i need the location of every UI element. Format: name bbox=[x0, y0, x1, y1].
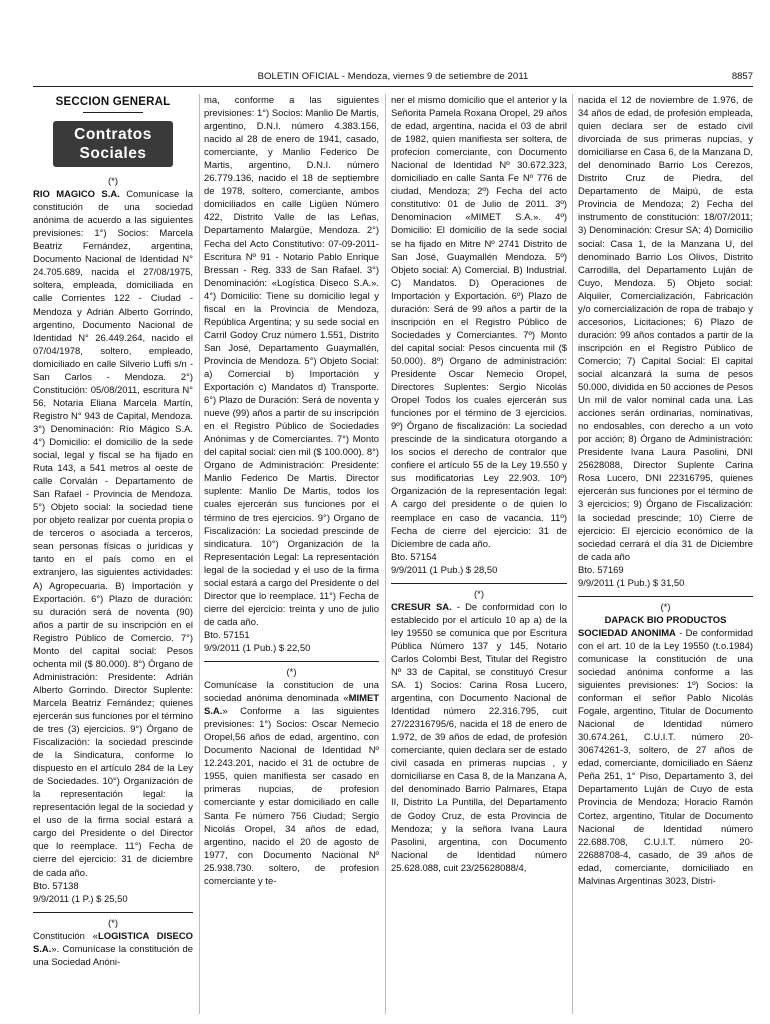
notice-publication: 9/9/2011 (1 Pub.) $ 31,50 bbox=[578, 577, 685, 589]
notice-publication: 9/9/2011 (1 P.) $ 25,50 bbox=[33, 893, 128, 905]
notice-separator bbox=[578, 596, 753, 597]
notice-mark: (*) bbox=[474, 588, 484, 600]
notice-bto: Bto. 57138 bbox=[33, 880, 79, 892]
company-name: DAPACK BIO PRODUCTOS bbox=[604, 614, 727, 626]
company-name: LOGISTICA DISECO S.A. bbox=[33, 930, 193, 955]
notice-bto: Bto. 57151 bbox=[204, 629, 250, 641]
section-banner bbox=[53, 121, 173, 167]
notice-publication: 9/9/2011 (1 Pub.) $ 28,50 bbox=[391, 564, 498, 576]
banner-line-2: Sociales bbox=[79, 145, 147, 163]
company-name: MIMET S.A. bbox=[204, 693, 379, 718]
notice-separator bbox=[204, 661, 379, 662]
header-rule bbox=[33, 86, 753, 87]
notice-logistica-diseco bbox=[33, 930, 193, 969]
notice-body-continued: nacida el 12 de noviembre de 1.976, de 34 años de edad, de profesión empleada, quien declara ser de estado civil divorciada de sus primeras nupcias, y domiciliarse en Casa 6, de la Manzana D, del denominado Barrio Los Cerezos, Distrito Cruz de Piedra, del Departamento de Maipú, de esta Provincia de Mendoza; 2) Fecha del instrumento de constitución: 18/07/2011; 3) Denominación: Cresur SA; 4) Domicilio social: Casa 1, de la Manzana U, del denominado Barrio Los Olivos, Distrito Carrodilla, del Departamento Luján de Cuyo, Mendoza. 5) Objeto social: Alquiler, Comercialización, Fabricación y/o comercialización de ropa de trabajo y accesorios, Licitaciones; 6) Plazo de duración: 99 años contados a partir de la inscripción en el Registro Público de Comercio; 7) Capital Social: El capital social alcanzará la suma de pesos 50.000, dividida en 50 acciones de Pesos Un mil de valor nominal cada una. Las acciones serán ordinarias, nominativas, no endosables, con derecho a un voto por acción; 8) Órgano de Administración: Presidente Ivana Laura Pasolini, DNI 25628088, Director Suplente Carina Rosa Lucero, DNI 22316795, quienes ejercerán sus funciones por el término de 3 ejercicios; 9) Órgano de Fiscalización: la sociedad prescinde; 10) Cierre de ejercicio: El ejercicio económico de la sociedad cerrará el día 31 de Diciembre de cada año bbox=[578, 95, 753, 563]
notice-body: Comunícase la constitución de una sociedad anónima de acuerdo a las siguientes previsiones: 1°) Socios: Marcela Beatriz Fernández, argentina, Documento Nacional de Identidad N° 24.705.689, nacida el 27/08/1975, soltera, empleada, domiciliada en calle Corrientes 122 - Ciudad - Mendoza y Adrián Alberto Gorrindo, argentino, Documento Nacional de Identidad N° 26.449.264, nacido el 07/04/1978, soltero, empleado, domiciliado en calle Silverio Luffi s/n - San Carlos - Mendoza. 2°) Constitución: 05/08/2011, escritura N° 56, Notaria Eliana Marcela Martín, Registro N° 943 de Capital, Mendoza. 3°) Denominación: Río Mágico S.A. 4°) Domicilio: el domicilio de la sede social, legal y fiscal se ha fijado en Ruta 143, a 541 metros al oeste de calle Corvalán - Departamento de San Rafael - Provincia de Mendoza. 5°) Objeto social: la sociedad tiene por objeto realizar por cuenta propia o de terceros o asociada a terceros, sean personas físicas o jurídicas y tanto en el país como en el extranjero, las siguientes actividades: A) Agropecuaria. B) Importación y Exportación. 6°) Plazo de duración: su duración será de noventa (90) años a partir de su inscripción en el Registro Público de Comercio. 7°) Monto del capital social: Pesos ochenta mil ($ 80.000). 8°) Órgano de Administración: Presidente: Adrián Alberto Gorrindo. Director Suplente: Marcela Beatriz Fernández; quienes ejercerán sus funciones por el término de tres (3) ejercicios. 9°) Órgano de Fiscalización: la sociedad prescinde de la Sindicatura, conforme lo dispuesto en el artículo 284 de la Ley de Sociedades. 10°) Organización de la representación legal: la representación legal de la sociedad y el uso de la firma social estará a cargo del Presidente o del Director que lo reemplace. 11°) Fecha de cierre del ejercicio: 31 de diciembre de cada año. bbox=[33, 189, 193, 879]
notice-body-continued: ma, conforme a las siguientes previsiones: 1°) Socios: Manlio De Martis, argentino, D.N.I. número 4.383.156, nacido al 28 de enero de 1941, casado, comerciante, y Manlio Federico De Martis, argentino, D.N.I. número 26.779.136, nacido el 18 de septiembre de 1978, soltero, comerciante, ambos domiciliados en calle Ligüen Número 422, Distrito Valle de las Leñas, Departamento Malargüe, Mendoza. 2°) Fecha del Acto Constitutivo: 07-09-2011- Escritura Nº 91 - Notario Pablo Enrique Bressan - Reg. 333 de San Rafael. 3°) Denominación: «Logística Diseco S.A.». 4°) Domicilio: Tiene su domicilio legal y fiscal en la Provincia de Mendoza, República Argentina; y su sede social en Carril Godoy Cruz número 1.551, Distrito San José, Departamento Guaymallén, Provincia de Mendoza. 5°) Objeto Social: a) Comercial b) Importación y Exportación c) Mandatos d) Transporte. 6°) Plazo de Duración: Será de noventa y nueve (99) años a partir de su inscripción en el Registro Público de Sociedades Anónimas y de Comerciantes. 7°) Monto del capital social: cien mil ($ 100.000). 8°) Organo de Administración: Presidente: Manlio Federico De Martis. Director suplente: Manlio De Martis, todos los cuales ejercerán sus funciones por el término de tres ejercicios. 9°) Organo de Fiscalización: La sociedad prescinde de sindicatura. 10°) Organización de la Representación Legal: La representación legal de la sociedad y el uso de la firma social estará a cargo del Presidente o del Director que lo reemplace. 11°) Fecha de cierre del ejercicio: treinta y uno de julio de cada año. bbox=[204, 95, 379, 628]
column-4 bbox=[578, 94, 753, 888]
notice-mimet bbox=[204, 679, 379, 888]
page-number: 8857 bbox=[731, 71, 753, 82]
column-divider bbox=[199, 94, 200, 1014]
section-title: SECCION GENERAL bbox=[55, 96, 171, 108]
notice-bto: Bto. 57169 bbox=[578, 564, 624, 576]
notice-body: - De conformidad con lo establecido por el artículo 10 ap a) de la ley 19550 se comunica que por Escritura Pública Número 137 y 145, Notario Carlos Colombi Best, Titular del Registro Nº 33 de Capital, se constituyó Cresur SA. 1) Socios: Carina Rosa Lucero, argentina, con Documento Nacional de Identidad número 22.316.795, cuit 27/22316795/6, nacida el 18 de enero de 1.972, de 39 años de edad, de profesión comerciante, quien declara ser de estado civil casada en primeras nupcias , y domiciliarse en Casa 8, de la Manzana A, del denominado Barrio Palmares, Etapa II, Distrito La Puntilla, del Departamento de Godoy Cruz, de esta Provincia de Mendoza; y la señora Ivana Laura Pasolini, argentina, con Documento Nacional de Identidad número 25.628.088, cuit 23/25628088/4, bbox=[391, 601, 567, 874]
notice-bto: Bto. 57154 bbox=[391, 551, 437, 563]
notice-body: » Conforme a las siguientes previsiones: 1°) Socios: Oscar Nemecio Oropel,56 años de edad, argentino, con Documento Nacional de Identidad Nº 12.243.201, nacido el 31 de octubre de 1955, quien manifiesta ser casado en primeras nupcias, de profesion comerciante y estar domiciliado en calle Santa Fe número 756 Ciudad; Sergio Nicolás Oropel, 34 años de edad, argentino, nacido el 20 de agosto de 1977, con Documento Nacional Nº 25.938.730. soltero, de profesion comerciante y te- bbox=[204, 706, 379, 887]
notice-mark: (*) bbox=[108, 917, 118, 929]
notice-separator bbox=[391, 583, 567, 584]
notice-rio-magico bbox=[33, 188, 193, 879]
banner-line-1: Contratos bbox=[74, 126, 152, 144]
notice-body: ». Comunícase la constitución de una Sociedad Anóni- bbox=[33, 943, 193, 968]
notice-dapack bbox=[578, 627, 753, 888]
notice-mark: (*) bbox=[108, 176, 118, 188]
notice-publication: 9/9/2011 (1 Pub.) $ 22,50 bbox=[204, 642, 311, 654]
notice-mark: (*) bbox=[660, 601, 671, 613]
column-3 bbox=[391, 94, 567, 875]
notice-body-continued: ner el mismo domicilio que el anterior y la Señorita Pamela Roxana Oropel, 29 años de edad, argentina, nacida el 03 de abril de 1982, quien manifiesta ser soltera, de profecion comerciante, con Documento Nacional de Identidad Nº 30.672.323, domiciliado en calle Santa Fe Nº 776 de ciudad, Mendoza; 2º) Fecha del acto constitutivo: 01 de Julio de 2011. 3º) Denominacion «MIMET S.A.». 4º) Domicilio: El domicilio de la sede social se ha fijado en Mitre Nº 2741 Distrito de San José, Guaymallén Mendoza. 5º) Objeto social: A) Comercial. B) Industrial. C) Mandatos. D) Operaciones de Importación y Exportación. 6º) Plazo de duración: Será de 99 años a partir de la inscripción en el Registro Público de Sociedades y Comerciantes. 7º) Monto del capital social: Pesos cincuenta mil ($ 50.000). 8º) Organo de administración: Presidente Oscar Nemecio Oropel, Directores Suplentes: Sergio Nicolás Oropel Todos los cuales ejercerán sus funciones por el término de 3 ejercicios. 9º) Órgano de fiscalización: La sociedad prescinde de la sindicatura otorgando a los socios el derecho de contralor que confiere el artículo 55 de la Ley 19.550 y sus modificatorias Ley 22.903. 10º) Organización de la representación legal: A cargo del presidente o de quien lo reemplace en caso de vacancia. 11º) Fecha de cierre del ejercicio: 31 de Diciembre de cada año. bbox=[391, 95, 567, 550]
column-divider bbox=[572, 94, 573, 1014]
notice-lead: Comunícase la constitucion de una sociedad anónima denominada « bbox=[204, 680, 379, 705]
column-2 bbox=[204, 94, 379, 888]
column-1 bbox=[33, 94, 193, 969]
notice-cresur bbox=[391, 601, 567, 875]
page-header bbox=[33, 69, 753, 85]
notice-body: - De conformidad con el art. 10 de la Ley 19550 (t.o.1984) comunicase la constitución de una sociedad anónima conforme a las siguientes previsiones: 1º) Socios: la conforman el señor Pablo Nicolás Fogale, argentino, Titular de Documento Nacional de Identidad número 30.674.261, C.U.I.T. número 20-30674261-3, soltero, de 27 años de edad, comerciante, domiciliado en Sáenz Peña 251, 1° Piso, Departamento 3, del Departamento Luján de Cuyo de esta Provincia de Mendoza; Horacio Ramón Cortez, argentino, Titular de Documento Nacional de Identidad número 22.688.708, C.U.I.T. número 20-22688708-4, casado, de 39 años de edad, comerciante, domiciliado en Malvinas Argentinas 3023, Distri- bbox=[578, 627, 753, 887]
header-title: BOLETIN OFICIAL - Mendoza, viernes 9 de setiembre de 2011 bbox=[257, 71, 529, 82]
company-name: RIO MAGICO S.A. bbox=[33, 189, 120, 201]
notice-lead: Constitución « bbox=[33, 930, 98, 942]
column-divider bbox=[385, 94, 386, 1014]
notice-separator bbox=[33, 912, 193, 913]
section-title-rule bbox=[83, 112, 143, 113]
company-name: SOCIEDAD ANONIMA bbox=[578, 627, 676, 639]
notice-mark: (*) bbox=[286, 667, 297, 679]
company-name: CRESUR SA. bbox=[391, 601, 452, 613]
